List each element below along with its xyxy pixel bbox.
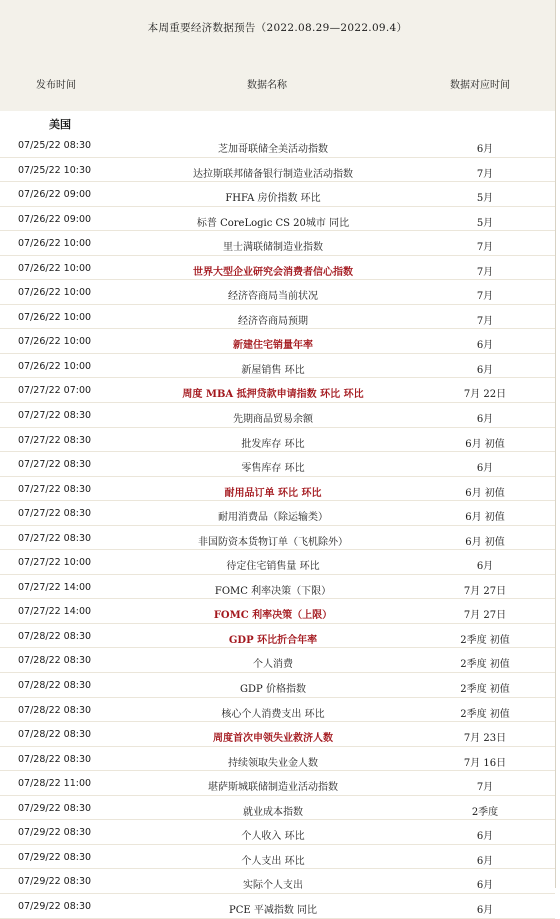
- row-name: 核心个人消费支出 环比: [221, 708, 325, 720]
- table-row: [0, 158, 555, 183]
- table-row: [0, 452, 555, 477]
- data-rows: [0, 133, 555, 919]
- row-period: 7月: [476, 315, 494, 327]
- row-time: 07/26/22 10:00: [18, 360, 92, 372]
- table-row: [0, 796, 555, 821]
- row-time: 07/26/22 10:00: [18, 336, 92, 348]
- row-period: 6月: [476, 855, 494, 867]
- row-name: 个人收入 环比: [241, 831, 305, 843]
- row-name: GDP 价格指数: [240, 684, 306, 696]
- table-row: [0, 599, 555, 624]
- column-header-time: 发布时间: [36, 80, 76, 91]
- row-period: 6月: [476, 904, 494, 916]
- row-period: 2季度 初值: [460, 659, 510, 671]
- row-time: 07/25/22 08:30: [18, 140, 92, 151]
- row-name: FOMC 利率决策（上限）: [213, 610, 333, 622]
- row-name: 堪萨斯城联储制造业活动指数: [208, 782, 338, 794]
- row-name: 周度 MBA 抵押贷款申请指数 环比 环比: [182, 389, 364, 401]
- table-row: [0, 869, 555, 894]
- row-name: 先期商品贸易余额: [233, 414, 313, 426]
- row-period: 5月: [476, 217, 494, 229]
- row-time: 07/27/22 08:30: [18, 434, 92, 446]
- row-time: 07/28/22 08:30: [18, 630, 92, 642]
- table-row: [0, 845, 555, 870]
- row-period: 6月 初值: [465, 438, 505, 450]
- row-time: 07/27/22 07:00: [18, 385, 92, 397]
- row-period: 6月: [476, 463, 494, 475]
- table-row: [0, 624, 555, 649]
- row-period: 6月: [476, 340, 494, 352]
- row-period: 7月 27日: [463, 585, 507, 597]
- row-time: 07/29/22 08:30: [18, 827, 92, 839]
- table-row: [0, 231, 555, 256]
- row-time: 07/27/22 08:30: [18, 483, 92, 495]
- row-period: 7月: [476, 782, 494, 794]
- row-period: 6月: [476, 414, 494, 426]
- page-title: 本周重要经济数据预告（2022.08.29—2022.09.4）: [147, 22, 408, 34]
- row-period: 6月 初值: [465, 512, 505, 524]
- table-row: [0, 428, 555, 453]
- row-name: 世界大型企业研究会消费者信心指数: [193, 266, 353, 278]
- row-name: 周度首次申领失业救济人数: [213, 733, 333, 745]
- row-time: 07/26/22 09:00: [18, 213, 92, 225]
- row-name: 标普 CoreLogic CS 20城市 同比: [196, 217, 350, 229]
- table-row: [0, 575, 555, 600]
- row-period: 5月: [476, 193, 494, 205]
- row-time: 07/28/22 08:30: [18, 655, 92, 667]
- row-period: 2季度 初值: [460, 634, 510, 646]
- column-header-period: 数据对应时间: [450, 80, 510, 91]
- row-name: FHFA 房价指数 环比: [225, 193, 321, 205]
- table-header: [0, 0, 555, 111]
- table-row: [0, 648, 555, 673]
- row-name: PCE 平减指数 同比: [228, 904, 318, 916]
- table-row: [0, 477, 555, 502]
- table-row: [0, 133, 555, 158]
- row-name: GDP 环比折合年率: [228, 634, 318, 646]
- table-row: [0, 182, 555, 207]
- row-time: 07/27/22 08:30: [18, 410, 92, 422]
- row-period: 7月: [476, 168, 494, 180]
- row-time: 07/26/22 10:00: [18, 262, 92, 274]
- row-name: 耐用品订单 环比 环比: [224, 487, 322, 499]
- table-row: [0, 722, 555, 747]
- row-period: 6月 初值: [465, 536, 505, 548]
- row-time: 07/29/22 08:30: [18, 876, 92, 888]
- column-header-name: 数据名称: [247, 80, 287, 91]
- row-time: 07/26/22 10:00: [18, 311, 92, 323]
- row-period: 6月: [476, 364, 494, 376]
- table-row: [0, 256, 555, 281]
- row-period: 7月: [476, 242, 494, 254]
- row-period: 6月: [476, 831, 494, 843]
- row-period: 7月 16日: [463, 757, 507, 769]
- table-row: [0, 820, 555, 845]
- table-row: [0, 403, 555, 428]
- table-row: [0, 501, 555, 526]
- row-name: FOMC 利率决策（下限）: [214, 585, 332, 597]
- row-period: 7月 22日: [463, 389, 507, 401]
- row-name: 待定住宅销售量 环比: [226, 561, 320, 573]
- table-row: [0, 698, 555, 723]
- row-period: 6月: [476, 144, 494, 155]
- table-row: [0, 305, 555, 330]
- table-row: [0, 550, 555, 575]
- table-row: [0, 894, 555, 919]
- row-time: 07/27/22 08:30: [18, 459, 92, 471]
- table-row: [0, 747, 555, 772]
- row-period: 6月: [476, 880, 494, 892]
- row-name: 新屋销售 环比: [241, 364, 305, 376]
- row-name: 经济咨商局预期: [238, 315, 308, 327]
- table-row: [0, 280, 555, 305]
- table-row: [0, 526, 555, 551]
- row-name: 个人支出 环比: [241, 855, 305, 867]
- row-time: 07/28/22 08:30: [18, 680, 92, 692]
- row-time: 07/26/22 09:00: [18, 189, 92, 201]
- row-time: 07/28/22 11:00: [18, 778, 92, 790]
- row-time: 07/28/22 08:30: [18, 753, 92, 765]
- table-row: [0, 354, 555, 379]
- row-time: 07/29/22 08:30: [18, 802, 92, 814]
- row-time: 07/27/22 14:00: [18, 581, 92, 593]
- row-period: 7月 27日: [463, 610, 507, 622]
- row-period: 6月: [476, 561, 494, 573]
- row-time: 07/27/22 10:00: [18, 557, 92, 569]
- table-row: [0, 329, 555, 354]
- row-time: 07/28/22 08:30: [18, 729, 92, 741]
- row-name: 就业成本指数: [243, 806, 303, 818]
- row-name: 非国防资本货物订单（飞机除外）: [198, 536, 348, 548]
- row-name: 批发库存 环比: [241, 438, 305, 450]
- row-period: 2季度 初值: [460, 708, 510, 720]
- row-time: 07/28/22 08:30: [18, 704, 92, 716]
- row-name: 持续领取失业金人数: [228, 757, 318, 769]
- row-name: 新建住宅销量年率: [233, 340, 313, 352]
- row-time: 07/26/22 10:00: [18, 287, 92, 299]
- row-period: 7月: [476, 291, 494, 303]
- row-name: 芝加哥联储全美活动指数: [218, 144, 328, 155]
- row-time: 07/27/22 08:30: [18, 532, 92, 544]
- row-time: 07/25/22 10:30: [18, 164, 92, 176]
- row-time: 07/27/22 14:00: [18, 606, 92, 618]
- row-period: 6月 初值: [465, 487, 505, 499]
- table-row: [0, 771, 555, 796]
- row-period: 2季度 初值: [460, 684, 510, 696]
- row-name: 达拉斯联邦储备银行制造业活动指数: [193, 168, 353, 180]
- row-period: 7月: [476, 266, 494, 278]
- row-time: 07/29/22 08:30: [18, 900, 92, 912]
- row-name: 零售库存 环比: [241, 463, 305, 475]
- table-row: [0, 673, 555, 698]
- section-label: 美国: [49, 118, 71, 131]
- row-name: 里士满联储制造业指数: [223, 242, 323, 254]
- row-name: 耐用消费品（除运输类）: [218, 512, 328, 524]
- table-row: [0, 378, 555, 403]
- row-time: 07/27/22 08:30: [18, 508, 92, 520]
- row-name: 个人消费: [253, 659, 293, 671]
- row-time: 07/26/22 10:00: [18, 238, 92, 250]
- row-period: 2季度: [471, 806, 499, 818]
- row-name: 经济咨商局当前状况: [228, 291, 318, 303]
- row-name: 实际个人支出: [243, 880, 303, 892]
- table-row: [0, 207, 555, 232]
- row-time: 07/29/22 08:30: [18, 851, 92, 863]
- row-period: 7月 23日: [463, 733, 507, 745]
